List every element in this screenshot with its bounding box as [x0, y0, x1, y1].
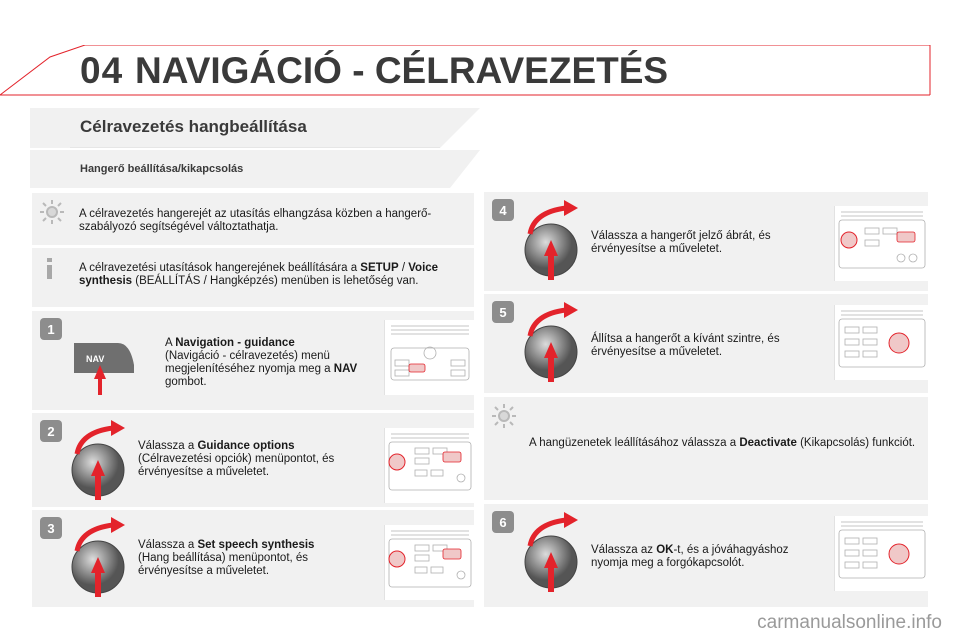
step-2-control-panel-image [384, 428, 474, 503]
step-1-text-a: A [165, 337, 176, 349]
rotary-knob-icon [65, 517, 135, 602]
tip-deactivate-text [529, 437, 919, 450]
step-2-text [138, 440, 370, 479]
rotary-knob-icon [518, 512, 588, 597]
sun-tip-icon [38, 198, 66, 226]
nav-key-label: NAV [86, 354, 105, 364]
step-2-text-bold: Guidance options [197, 440, 295, 452]
step-3-text-a: Válassza a [138, 539, 198, 551]
step-6-text [591, 544, 821, 570]
step-6-badge: 6 [492, 511, 514, 533]
watermark: carmanualsonline.info [757, 612, 942, 633]
step-1-control-panel-image [384, 320, 474, 395]
info-prefix: A célravezetési utasítások hangerejének beállítására a [79, 262, 361, 274]
step-6-text-c: -t, és a jóváhagyáshoz nyomja meg a forgókapcsolót. [591, 544, 789, 569]
nav-key-icon [72, 335, 152, 400]
ok-label: OK [656, 544, 674, 556]
tip-deactivate-suffix: (Kikapcsolás) funkciót. [796, 437, 916, 449]
step-5-badge: 5 [492, 301, 514, 323]
section-title: Célravezetés hangbeállítása [80, 117, 307, 136]
step-3-control-panel-image [384, 525, 474, 600]
rotary-knob-icon [518, 200, 588, 285]
step-3-badge: 3 [40, 517, 62, 539]
step-1-text [165, 337, 370, 389]
info-text [79, 262, 459, 288]
sun-tip-icon [490, 402, 518, 430]
step-1-text-c: (Navigáció - célravezetés) menü megjelenítéséhez nyomja meg a [165, 350, 334, 375]
step-5-text: Állítsa a hangerőt a kívánt szintre, és érvényesítse a műveletet. [591, 333, 780, 358]
setup-label: SETUP [360, 262, 399, 274]
step-2-badge: 2 [40, 420, 62, 442]
info-icon [38, 255, 62, 283]
chapter-number: 04 [80, 50, 124, 91]
step-2-text-c: (Célravezetési opciók) menüpontot, és érvényesítse a műveletet. [138, 453, 335, 478]
step-6-control-panel-image [834, 516, 928, 591]
step-1-badge: 1 [40, 318, 62, 340]
step-3-text-bold: Set speech synthesis [197, 539, 315, 551]
subsection-title: Hangerő beállítása/kikapcsolás [80, 163, 244, 175]
step-4-text: Válassza a hangerőt jelző ábrát, és érvényesítse a műveletet. [591, 230, 771, 255]
step-3-text-c: (Hang beállítása) menüpontot, és érvényesítse a műveletet. [138, 552, 309, 577]
step-2-text-a: Válassza a [138, 440, 198, 452]
step-4-badge: 4 [492, 199, 514, 221]
chapter-title: NAVIGÁCIÓ - CÉLRAVEZETÉS [135, 50, 669, 91]
rotary-knob-icon [518, 302, 588, 387]
info-separator: / [398, 262, 409, 274]
deactivate-label: Deactivate [739, 437, 797, 449]
step-5-control-panel-image [834, 305, 928, 380]
tip-volume-text: A célravezetés hangerejét az utasítás elhangzása közben a hangerő-szabályozó segítségével változtathatja. [79, 208, 432, 233]
tip-deactivate-prefix: A hangüzenetek leállításához válassza a [529, 437, 740, 449]
step-3-text [138, 539, 370, 578]
step-1-text-e: gombot. [165, 376, 207, 388]
step-1-text-nav: NAV [333, 363, 358, 375]
step-4-control-panel-image [834, 206, 928, 281]
step-6-text-a: Válassza az [591, 544, 657, 556]
info-suffix: (BEÁLLÍTÁS / Hangképzés) menüben is lehetőség van. [132, 275, 419, 287]
voice-synthesis-label: Voice synthesis [79, 262, 439, 287]
rotary-knob-icon [65, 420, 135, 505]
step-1-text-bold: Navigation - guidance [175, 337, 295, 349]
